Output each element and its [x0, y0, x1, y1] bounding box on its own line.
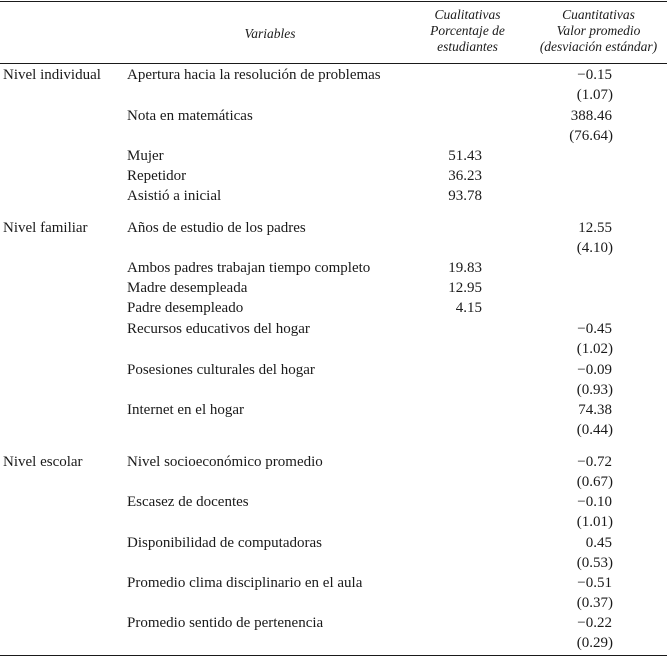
row-label: Apertura hacia la resolución de problemas [127, 67, 381, 83]
row-label: Internet en el hogar [127, 402, 245, 418]
row-sd: (1.07) [576, 87, 613, 103]
header-quant-line1: Cuantitativas [562, 7, 635, 22]
row-sd: (0.37) [576, 595, 613, 611]
row-mean: −0.09 [577, 362, 612, 378]
row-label: Promedio clima disciplinario en el aula [127, 575, 363, 591]
row-mean: −0.10 [577, 494, 612, 510]
row-mean: −0.22 [577, 615, 612, 631]
row-label: Nivel socioeconómico promedio [127, 454, 323, 470]
row-qual: 36.23 [448, 168, 482, 184]
level-individual: Nivel individual [3, 67, 101, 83]
header-rule [0, 63, 667, 64]
row-sd: (1.02) [576, 341, 613, 357]
row-sd: (1.01) [576, 514, 613, 530]
row-sd: (0.93) [576, 382, 613, 398]
row-label: Años de estudio de los padres [127, 220, 306, 236]
header-qual-line3: estudiantes [437, 39, 498, 54]
row-qual: 19.83 [448, 260, 482, 276]
row-label: Padre desempleado [127, 300, 244, 316]
level-escolar: Nivel escolar [3, 454, 83, 470]
row-qual: 4.15 [455, 300, 482, 316]
row-label: Disponibilidad de computadoras [127, 535, 322, 551]
row-qual: 93.78 [448, 188, 482, 204]
row-sd: (4.10) [576, 240, 613, 256]
row-sd: (0.29) [576, 635, 613, 651]
row-label: Madre desempleada [127, 280, 248, 296]
header-qual-line1: Cualitativas [434, 7, 501, 22]
row-mean: 388.46 [570, 108, 612, 124]
row-qual: 51.43 [448, 148, 482, 164]
row-sd: (0.53) [576, 555, 613, 571]
row-label: Promedio sentido de pertenencia [127, 615, 324, 631]
header-quant-line3: (desviación estándar) [539, 39, 658, 54]
row-mean: 12.55 [578, 220, 612, 236]
row-mean: −0.72 [577, 454, 612, 470]
table-bottom-rule [0, 655, 667, 656]
row-label: Nota en matemáticas [127, 108, 253, 124]
header-variables: Variables [244, 26, 296, 41]
row-sd: (0.44) [576, 422, 613, 438]
header-qual-line2: Porcentaje de [430, 23, 505, 38]
header-quantitative [530, 7, 667, 55]
row-mean: −0.45 [577, 321, 612, 337]
row-label: Recursos educativos del hogar [127, 321, 310, 337]
header-quant-line2: Valor promedio [556, 23, 641, 38]
row-label: Escasez de docentes [127, 494, 249, 510]
level-familiar: Nivel familiar [3, 220, 88, 236]
row-mean: −0.51 [577, 575, 612, 591]
row-label: Repetidor [127, 168, 187, 184]
row-label: Posesiones culturales del hogar [127, 362, 315, 378]
row-mean: 74.38 [578, 402, 612, 418]
row-label: Mujer [127, 148, 164, 164]
row-qual: 12.95 [448, 280, 482, 296]
table-top-rule [0, 1, 667, 2]
row-sd: (0.67) [576, 474, 613, 490]
row-mean: 0.45 [585, 535, 612, 551]
row-mean: −0.15 [577, 67, 612, 83]
row-sd: (76.64) [569, 128, 613, 144]
row-label: Asistió a inicial [127, 188, 222, 204]
header-qualitative [405, 7, 530, 55]
row-label: Ambos padres trabajan tiempo completo [127, 260, 371, 276]
